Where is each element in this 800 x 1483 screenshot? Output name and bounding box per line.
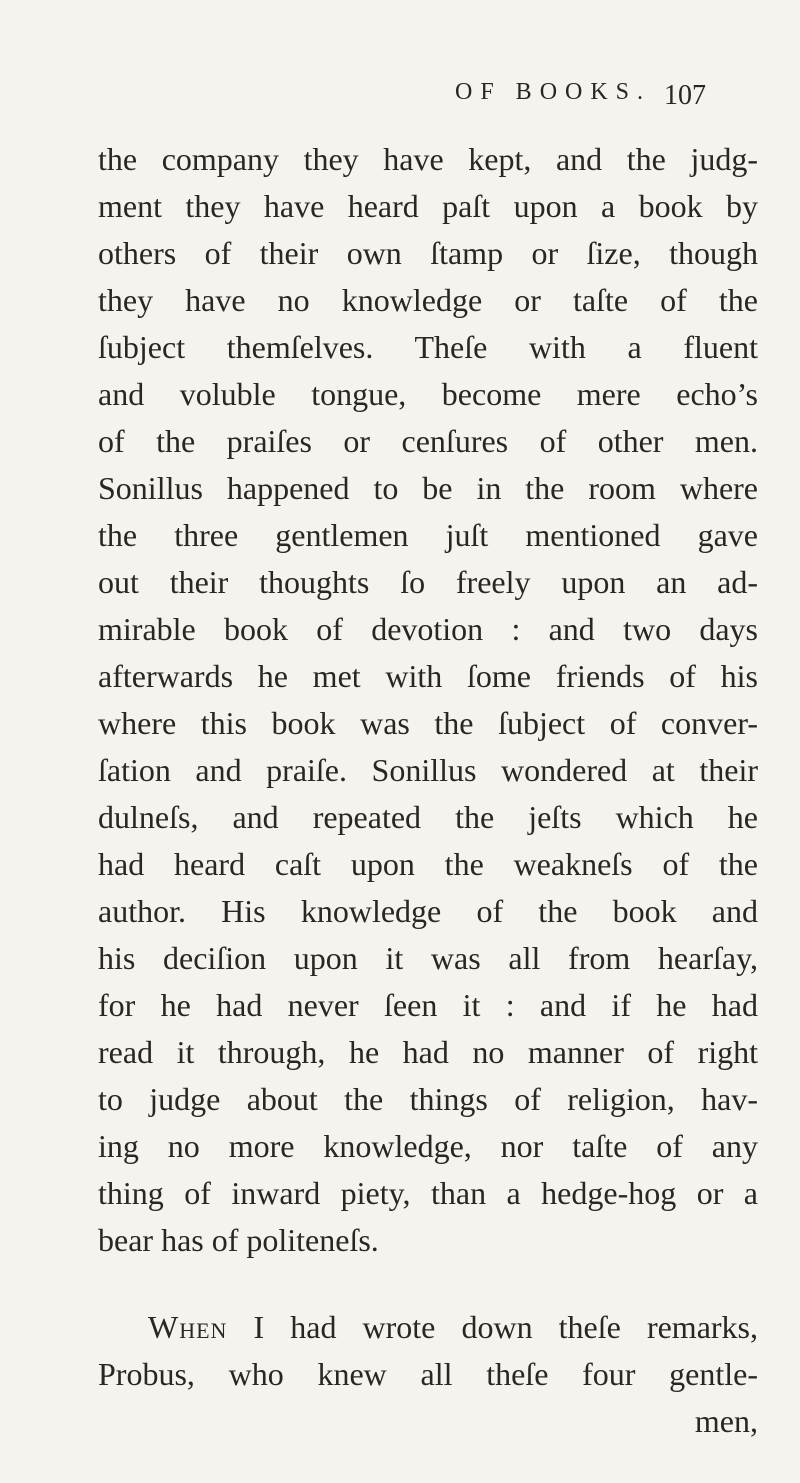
text-line: ing no more knowledge, nor taſte of any (98, 1128, 758, 1164)
text-line: Probus, who knew all theſe four gentle- (98, 1356, 758, 1392)
text-line (98, 1304, 758, 1351)
text-line: thing of inward piety, than a hedge-hog or a (98, 1175, 758, 1211)
text-line: mirable book of devotion : and two days (98, 611, 758, 647)
text-line: they have no knowledge or taſte of the (98, 282, 758, 318)
paragraph-1 (98, 136, 758, 1264)
text-line: the company they have kept, and the judg- (98, 141, 758, 177)
paragraph-2 (98, 1304, 758, 1445)
text-line: ſation and praiſe. Sonillus wondered at their (98, 752, 758, 788)
body-text (98, 136, 758, 1445)
text-line: ment they have heard paſt upon a book by (98, 188, 758, 224)
text-line: afterwards he met with ſome friends of his (98, 658, 758, 694)
running-title: OF BOOKS. (455, 79, 652, 105)
text-line: out their thoughts ſo freely upon an ad- (98, 564, 758, 600)
paragraph-gap (98, 1264, 758, 1304)
text-line: and voluble tongue, become mere echo’s (98, 376, 758, 412)
text-line: author. His knowledge of the book and (98, 893, 758, 929)
drop-word: When (148, 1309, 228, 1345)
text-line: to judge about the things of religion, hav- (98, 1081, 758, 1117)
text-line: of the praiſes or cenſures of other men. (98, 423, 758, 459)
text-line: bear has of politeneſs. (98, 1222, 379, 1258)
text-line: his deciſion upon it was all from hearſay, (98, 940, 758, 976)
text-line: for he had never ſeen it : and if he had (98, 987, 758, 1023)
page-number: 107 (664, 80, 706, 111)
text-line-rest: I had wrote down theſe remarks, (227, 1309, 758, 1345)
text-line: where this book was the ſubject of conver- (98, 705, 758, 741)
text-line: dulneſs, and repeated the jeſts which he (98, 799, 758, 835)
text-line: others of their own ſtamp or ſize, though (98, 235, 758, 271)
catchword: men, (694, 1403, 758, 1439)
text-line: Sonillus happened to be in the room where (98, 470, 758, 506)
text-line: read it through, he had no manner of right (98, 1034, 758, 1070)
text-line: ſubject themſelves. Theſe with a fluent (98, 329, 758, 365)
text-line: the three gentlemen juſt mentioned gave (98, 517, 758, 553)
text-line: had heard caſt upon the weakneſs of the (98, 846, 758, 882)
